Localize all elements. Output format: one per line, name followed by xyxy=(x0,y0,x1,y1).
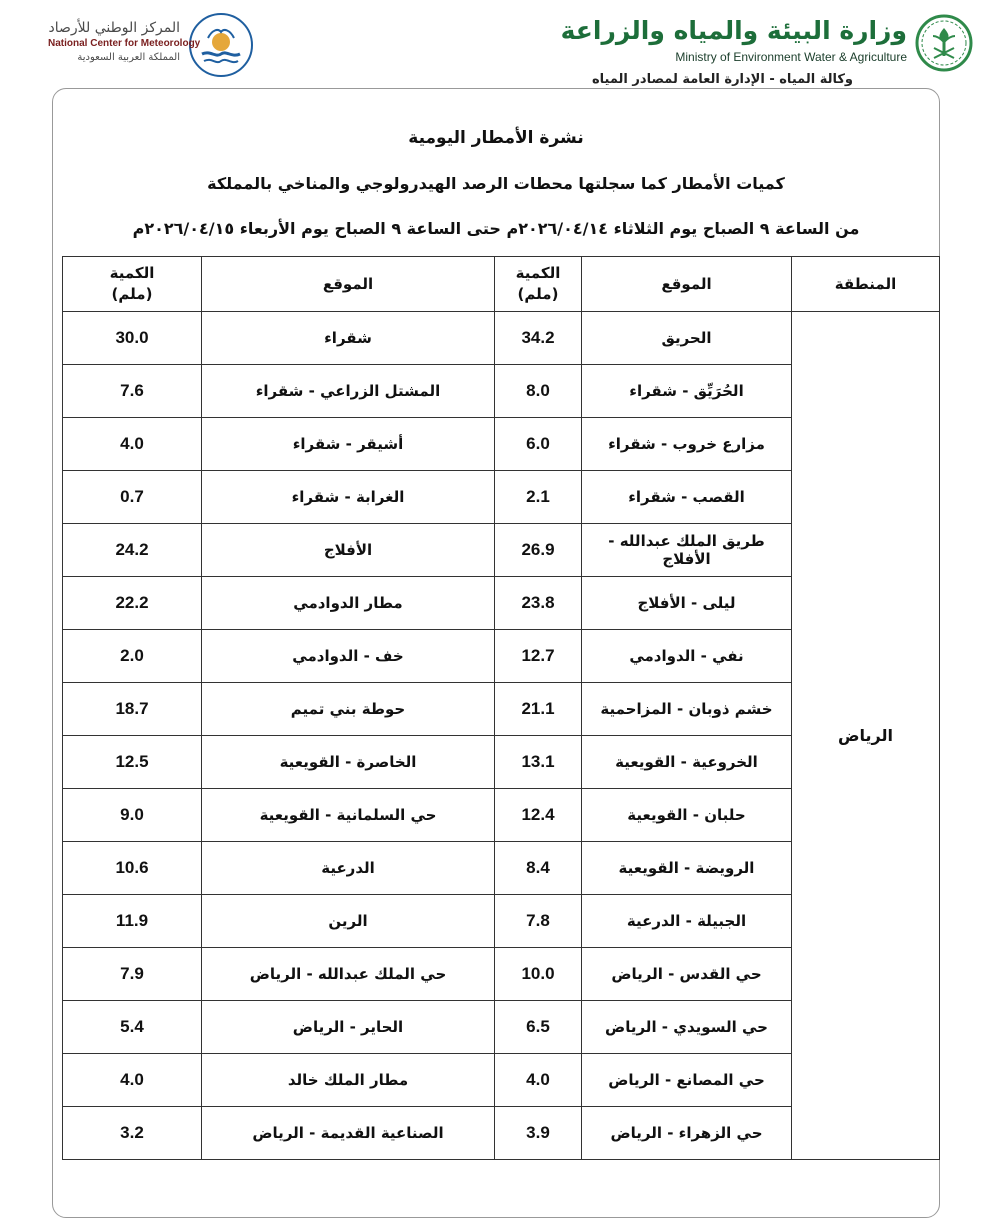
location-cell: خف - الدوادمي xyxy=(202,630,495,683)
rainfall-table-body xyxy=(63,312,940,1160)
amount-cell: 18.7 xyxy=(63,683,202,736)
region-cell: الرياض xyxy=(792,312,940,1160)
table-row xyxy=(63,312,940,365)
amount-cell: 4.0 xyxy=(63,418,202,471)
location-cell: الخاصرة - القويعية xyxy=(202,736,495,789)
amount-cell: 8.4 xyxy=(495,842,582,895)
ncm-country-ar: المملكة العربية السعودية xyxy=(77,52,180,63)
amount-cell: 10.0 xyxy=(495,948,582,1001)
amount-cell: 22.2 xyxy=(63,577,202,630)
ministry-name-ar: وزارة البيئة والمياه والزراعة xyxy=(560,16,907,45)
location-cell: حي القدس - الرياض xyxy=(582,948,792,1001)
location-cell: الأفلاج xyxy=(202,524,495,577)
amount-cell: 7.8 xyxy=(495,895,582,948)
header-region: المنطقة xyxy=(792,257,940,312)
location-cell: الصناعية القديمة - الرياض xyxy=(202,1107,495,1160)
amount-cell: 3.9 xyxy=(495,1107,582,1160)
amount-cell: 13.1 xyxy=(495,736,582,789)
header-amount-1 xyxy=(495,257,582,312)
amount-cell: 12.7 xyxy=(495,630,582,683)
ministry-name-en: Ministry of Environment Water & Agriculture xyxy=(675,50,907,64)
amount-cell: 4.0 xyxy=(63,1054,202,1107)
amount-cell: 2.0 xyxy=(63,630,202,683)
amount-cell: 3.2 xyxy=(63,1107,202,1160)
location-cell: مزارع خروب - شقراء xyxy=(582,418,792,471)
amount-cell: 4.0 xyxy=(495,1054,582,1107)
header-amount-2-unit: (ملم) xyxy=(111,285,153,303)
location-cell: الدرعية xyxy=(202,842,495,895)
rainfall-table xyxy=(62,256,940,1160)
amount-cell: 8.0 xyxy=(495,365,582,418)
location-cell: حوطة بني تميم xyxy=(202,683,495,736)
ministry-logo-icon xyxy=(915,14,973,72)
bulletin-subtitle: كميات الأمطار كما سجلتها محطات الرصد الهيدرولوجي والمناخي بالمملكة xyxy=(207,174,785,193)
ncm-name-en: National Center for Meteorology xyxy=(48,38,201,49)
location-cell: أشيقر - شقراء xyxy=(202,418,495,471)
amount-cell: 6.0 xyxy=(495,418,582,471)
amount-cell: 10.6 xyxy=(63,842,202,895)
ncm-header xyxy=(40,10,270,80)
amount-cell: 2.1 xyxy=(495,471,582,524)
header-amount-1-label: الكمية xyxy=(515,264,561,282)
location-cell: الغرابة - شقراء xyxy=(202,471,495,524)
ncm-name-ar: المركز الوطني للأرصاد xyxy=(48,20,180,36)
location-cell: الحُرَيِّق - شقراء xyxy=(582,365,792,418)
location-cell: مطار الدوادمي xyxy=(202,577,495,630)
header-amount-1-unit: (ملم) xyxy=(517,285,559,303)
location-cell: مطار الملك خالد xyxy=(202,1054,495,1107)
location-cell: نفي - الدوادمي xyxy=(582,630,792,683)
location-cell: الرين xyxy=(202,895,495,948)
amount-cell: 21.1 xyxy=(495,683,582,736)
bulletin-period: من الساعة ٩ الصباح يوم الثلاثاء ٢٠٢٦/٠٤/١٤م حتى الساعة ٩ الصباح يوم الأربعاء ٢٠٢٦/٠٤/١٥م xyxy=(132,219,860,238)
amount-cell: 7.6 xyxy=(63,365,202,418)
location-cell: ليلى - الأفلاج xyxy=(582,577,792,630)
amount-cell: 11.9 xyxy=(63,895,202,948)
location-cell: حي السويدي - الرياض xyxy=(582,1001,792,1054)
location-cell: حي السلمانية - القويعية xyxy=(202,789,495,842)
amount-cell: 12.4 xyxy=(495,789,582,842)
amount-cell: 26.9 xyxy=(495,524,582,577)
location-cell: الخروعية - القويعية xyxy=(582,736,792,789)
amount-cell: 12.5 xyxy=(63,736,202,789)
location-cell: حي الزهراء - الرياض xyxy=(582,1107,792,1160)
ministry-header xyxy=(453,12,973,87)
amount-cell: 34.2 xyxy=(495,312,582,365)
location-cell: خشم ذوبان - المزاحمية xyxy=(582,683,792,736)
amount-cell: 30.0 xyxy=(63,312,202,365)
location-cell: القصب - شقراء xyxy=(582,471,792,524)
agency-name: وكالة المياه - الإدارة العامة لمصادر المياه xyxy=(591,72,853,87)
amount-cell: 0.7 xyxy=(63,471,202,524)
table-header-row xyxy=(63,257,940,312)
amount-cell: 23.8 xyxy=(495,577,582,630)
location-cell: شقراء xyxy=(202,312,495,365)
location-cell: الجبيلة - الدرعية xyxy=(582,895,792,948)
header-amount-2 xyxy=(63,257,202,312)
amount-cell: 7.9 xyxy=(63,948,202,1001)
location-cell: الحاير - الرياض xyxy=(202,1001,495,1054)
bulletin-title: نشرة الأمطار اليومية xyxy=(408,128,584,148)
header-location-1: الموقع xyxy=(582,257,792,312)
header-amount-2-label: الكمية xyxy=(109,264,155,282)
location-cell: حلبان - القويعية xyxy=(582,789,792,842)
amount-cell: 24.2 xyxy=(63,524,202,577)
location-cell: المشتل الزراعي - شقراء xyxy=(202,365,495,418)
location-cell: حي المصانع - الرياض xyxy=(582,1054,792,1107)
location-cell: حي الملك عبدالله - الرياض xyxy=(202,948,495,1001)
amount-cell: 6.5 xyxy=(495,1001,582,1054)
location-cell: الحريق xyxy=(582,312,792,365)
location-cell: الرويضة - القويعية xyxy=(582,842,792,895)
header-location-2: الموقع xyxy=(202,257,495,312)
amount-cell: 9.0 xyxy=(63,789,202,842)
amount-cell: 5.4 xyxy=(63,1001,202,1054)
location-cell: طريق الملك عبدالله - الأفلاج xyxy=(582,524,792,577)
